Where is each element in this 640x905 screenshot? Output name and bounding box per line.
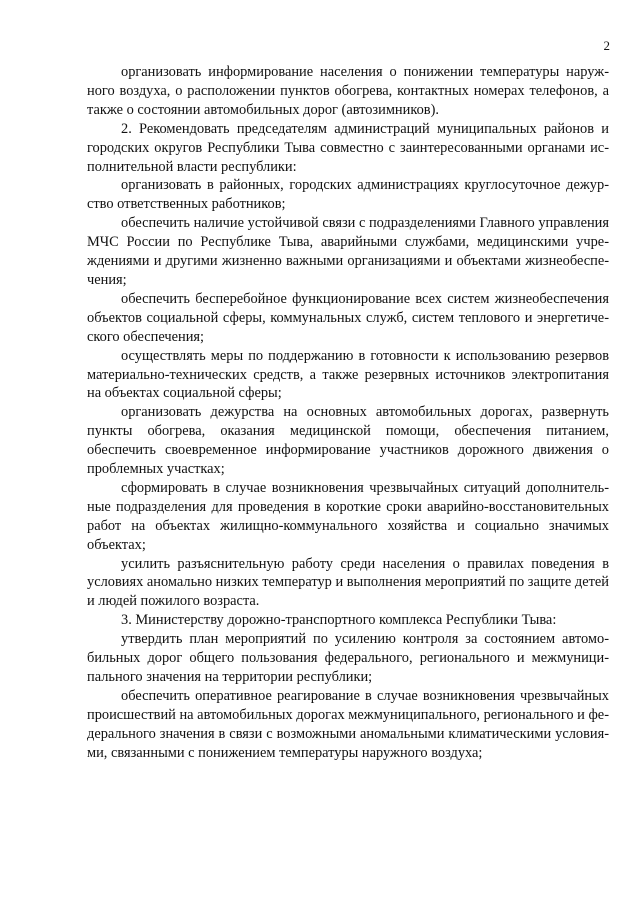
paragraph-inform-population: организовать информирование населения о понижении температуры наруж-ного воздуха, о расположении пунктов обогрева, контактных номерах телефонов, а также о состоянии автомобильных дорог (автозимников). (87, 64, 609, 118)
paragraph-ensure-life-support: обеспечить бесперебойное функционирование всех систем жизнеобеспечения объектов социальной сферы, коммунальных служб, систем теплового и энергетического обеспечения; (87, 290, 609, 345)
paragraph-approve-plan: утвердить план мероприятий по усилению контроля за состоянием автомо-бильных дорог общего пользования федерального, регионального и межмуниципального значения на территории республики; (87, 631, 609, 685)
document-body (87, 63, 609, 763)
paragraph-road-duty: организовать дежурства на основных автомобильных дорогах, развернуть пункты обогрева, оказания медицинской помощи, обеспечения питанием, обеспечить своевременное информирование участников дорожного движения о проблемных участках; (87, 404, 609, 478)
paragraph-form-units: сформировать в случае возникновения чрезвычайных ситуаций дополнительные подразделения для проведения в короткие сроки аварийно-восстановительных работ на объектах жилищно-коммунального хозяйства и социально значимых объектах; (87, 479, 609, 553)
page-number: 2 (603, 38, 610, 53)
paragraph-rapid-response: обеспечить оперативное реагирование в случае возникновения чрезвычайных происшествий на автомобильных дорогах межмуниципального, регионального и федерального значения в связи с возможными аномальными климатическими условиями, связанными с понижением температуры наружного воздуха; (87, 687, 609, 761)
paragraph-organize-duty: организовать в районных, городских администрациях круглосуточное дежурство ответственных работников; (87, 177, 609, 213)
paragraph-recommend-administrations: 2. Рекомендовать председателям администраций муниципальных районов и городских округов Республики Тыва совместно с заинтересованными органами исполнительной власти республики: (87, 120, 609, 175)
paragraph-explanatory-work: усилить разъяснительную работу среди населения о правилах поведения в условиях аномально низких температур и выполнения мероприятий по защите детей и людей пожилого возраста. (87, 555, 609, 610)
paragraph-maintain-reserves: осуществлять меры по поддержанию в готовности к использованию резервов материально-технических средств, а также резервных источников электропитания на объектах социальной сферы; (87, 347, 609, 402)
paragraph-ensure-communication: обеспечить наличие устойчивой связи с подразделениями Главного управления МЧС России по Республике Тыва, аварийными службами, медицинскими учреждениями и другими жизненно важными организациями и объектами жизнеобеспечения; (87, 215, 609, 288)
paragraph-ministry-transport: 3. Министерству дорожно-транспортного комплекса Республики Тыва: (121, 612, 557, 629)
